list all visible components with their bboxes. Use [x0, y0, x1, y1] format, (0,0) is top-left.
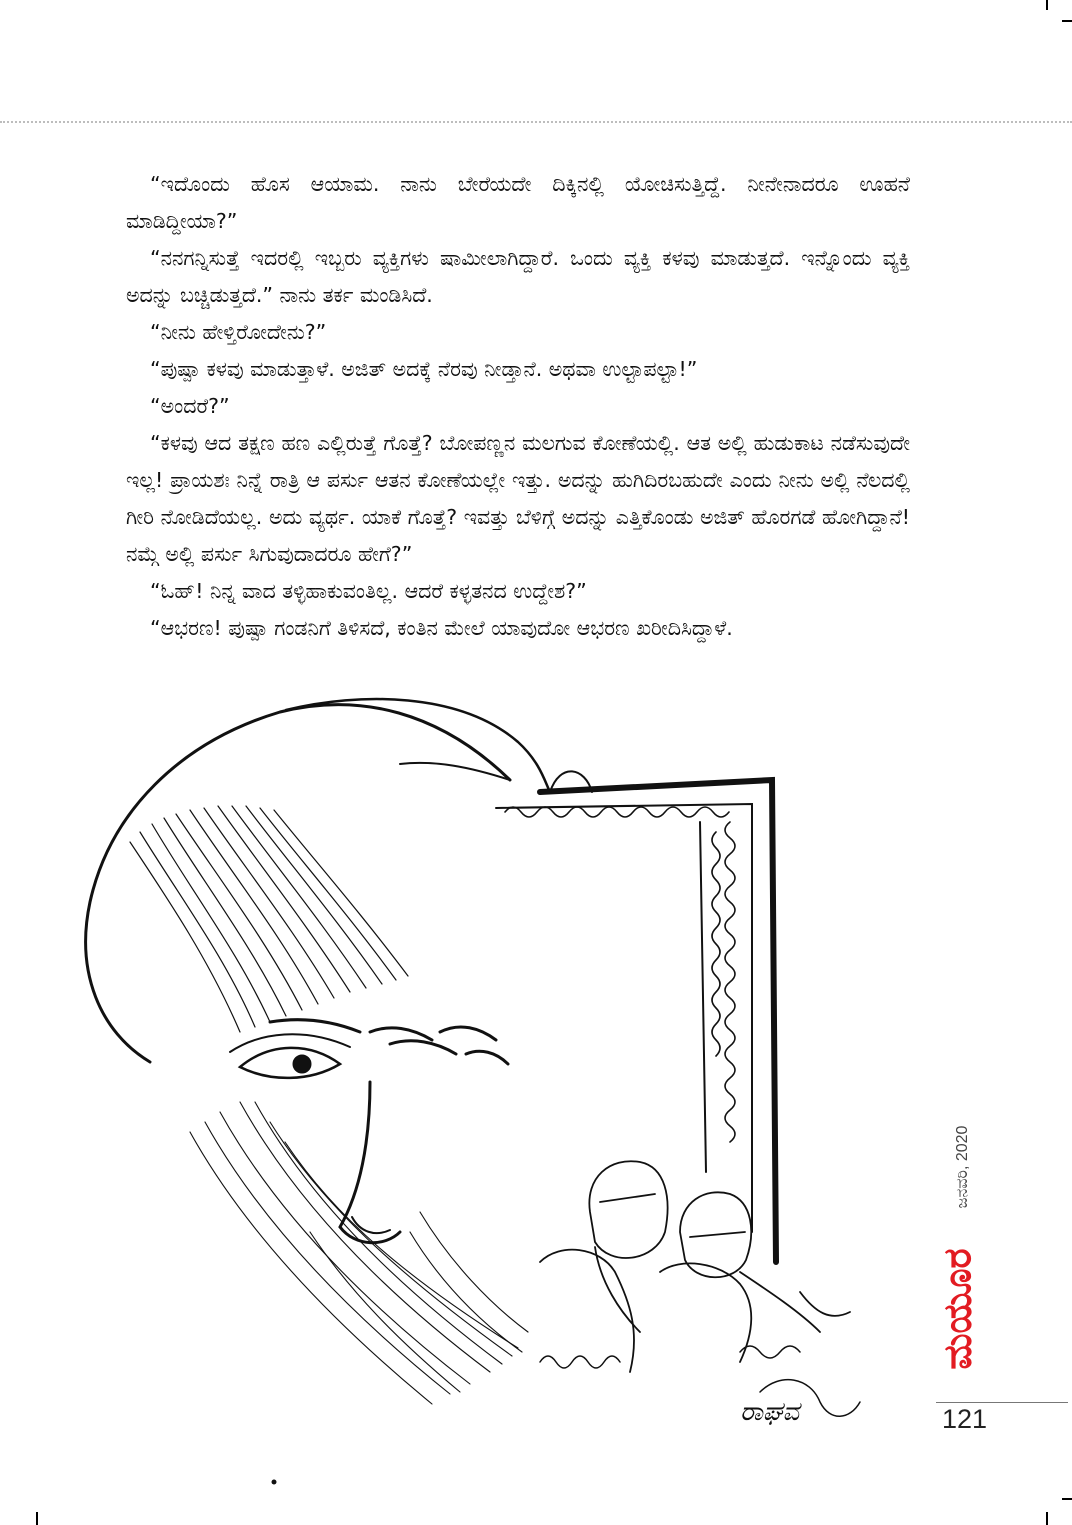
magazine-logo: [930, 1230, 986, 1388]
artist-signature: ರಾಘವ: [740, 1397, 800, 1427]
ink-illustration: [40, 672, 920, 1500]
paragraph: “ನನಗನ್ನಿಸುತ್ತೆ ಇದರಲ್ಲಿ ಇಬ್ಬರು ವ್ಯಕ್ತಿಗಳು ಷಾಮೀಲಾಗಿದ್ದಾರೆ. ಒಂದು ವ್ಯಕ್ತಿ ಕಳವು ಮಾಡುತ್ತದೆ. ಇನ್ನೊಂದು ವ್ಯಕ್ತಿ ಅದನ್ನು ಬಚ್ಚಿಡುತ್ತದೆ.” ನಾನು ತರ್ಕ ಮಂಡಿಸಿದೆ.: [126, 246, 910, 307]
paragraph: “ಕಳವು ಆದ ತಕ್ಷಣ ಹಣ ಎಲ್ಲಿರುತ್ತೆ ಗೊತ್ತೆ? ಬೋಪಣ್ಣನ ಮಲಗುವ ಕೋಣೆಯಲ್ಲಿ. ಆತ ಅಲ್ಲಿ ಹುಡುಕಾಟ ನಡೆಸುವುದೇ ಇಲ್ಲ! ಪ್ರಾಯಶಃ ನಿನ್ನೆ ರಾತ್ರಿ ಆ ಪರ್ಸು ಆತನ ಕೋಣೆಯಲ್ಲೇ ಇತ್ತು. ಅದನ್ನು ಹುಗಿದಿರಬಹುದೇ ಎಂದು ನೀನು ಅಲ್ಲಿ ನೆಲದಲ್ಲಿ ಗೀರಿ ನೋಡಿದೆಯಲ್ಲ. ಅದು ವ್ಯರ್ಥ. ಯಾಕೆ ಗೊತ್ತೆ? ಇವತ್ತು ಬೆಳಿಗ್ಗೆ ಅದನ್ನು ಎತ್ತಿಕೊಂಡು ಅಜಿತ್ ಹೊರಗಡೆ ಹೋಗಿದ್ದಾನೆ! ನಮ್ಗೆ ಅಲ್ಲಿ ಪರ್ಸು ಸಿಗುವುದಾದರೂ ಹೇಗೆ?”: [126, 431, 910, 566]
paragraph: “ಆಭರಣ! ಪುಷ್ಪಾ ಗಂಡನಿಗೆ ತಿಳಿಸದೆ, ಕಂತಿನ ಮೇಲೆ ಯಾವುದೋ ಆಭರಣ ಖರೀದಿಸಿದ್ದಾಳೆ.: [150, 616, 733, 640]
header-dotted-rule: [0, 121, 1072, 123]
paragraph: “ಇದೊಂದು ಹೊಸ ಆಯಾಮ. ನಾನು ಬೇರೆಯದೇ ದಿಕ್ಕಿನಲ್ಲಿ ಯೋಚಿಸುತ್ತಿದ್ದೆ. ನೀನೇನಾದರೂ ಊಹನೆ ಮಾಡಿದ್ದೀಯಾ?”: [126, 172, 910, 233]
paragraph: “ನೀನು ಹೇಳ್ತಿರೋದೇನು?”: [150, 320, 327, 344]
paragraph: “ಓಹ್! ನಿನ್ನ ವಾದ ತಳ್ಳಿಹಾಕುವಂತಿಲ್ಲ. ಆದರೆ ಕಳ್ಳತನದ ಉದ್ದೇಶ?”: [150, 579, 587, 603]
paragraph: “ಪುಷ್ಪಾ ಕಳವು ಮಾಡುತ್ತಾಳೆ. ಅಜಿತ್ ಅದಕ್ಕೆ ನೆರವು ನೀಡ್ತಾನೆ. ಅಥವಾ ಉಲ್ಟಾಪಲ್ಟಾ!”: [150, 357, 698, 381]
page-number: 121: [942, 1404, 988, 1434]
crop-mark-top-right: [1046, 0, 1048, 10]
article-text: [126, 166, 910, 647]
page-number-rule: [936, 1402, 1068, 1403]
crop-mark-bottom-left: [36, 1512, 38, 1525]
issue-date-text: ಜನವರಿ, 2020: [954, 1125, 971, 1209]
crop-mark-bottom-right: [1046, 1512, 1048, 1525]
paragraph: “ಅಂದರೆ?”: [150, 394, 230, 418]
crop-mark-right-top: [1062, 20, 1072, 22]
crop-mark-right-bottom: [1062, 1498, 1072, 1500]
magazine-logo-text: ಮಯೂರ: [935, 1248, 980, 1370]
issue-date: [948, 1102, 978, 1232]
